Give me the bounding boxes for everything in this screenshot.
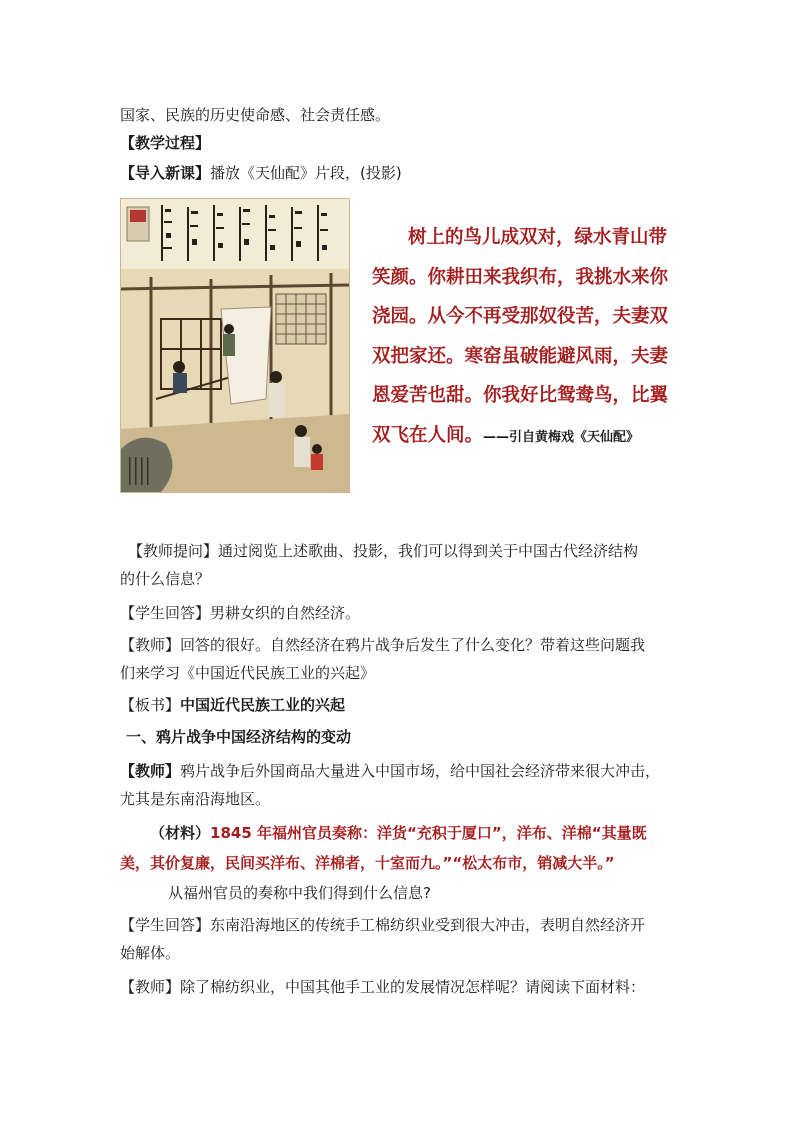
board-writing xyxy=(120,694,345,716)
tapestry-painting xyxy=(120,198,350,493)
tag-material: （材料） xyxy=(150,824,211,842)
student-answer-2 xyxy=(120,914,645,936)
student-answer-1-text: 男耕女织的自然经济。 xyxy=(210,604,361,622)
section-1-heading: 一、鸦片战争中国经济结构的变动 xyxy=(126,728,352,746)
teacher-3-text: 除了棉纺织业，中国其他手工业的发展情况怎样呢？请阅读下面材料： xyxy=(180,978,646,996)
student-answer-1 xyxy=(120,602,360,624)
poem-line-5: 恩爱苦也甜。你我好比鸳鸯鸟，比翼 xyxy=(372,385,669,406)
student-answer-2-text: 东南沿海地区的传统手工棉纺织业受到很大冲击，表明自然经济开 xyxy=(210,916,646,934)
material-text: 1845 年福州官员奏称：洋货“充积于厦口”，洋布、洋棉“其量既 xyxy=(210,824,647,842)
teacher-question-text: 通过阅览上述歌曲、投影，我们可以得到关于中国古代经济结构 xyxy=(218,542,639,560)
material-cont: 美，其价复廉，民间买洋布、洋棉者，十室而九。”“松太布市，销减大半。” xyxy=(120,854,615,872)
board-text: 中国近代民族工业的兴起 xyxy=(180,696,346,714)
tag-teacher-1: 【教师】 xyxy=(120,636,181,654)
tag-teacher-3: 【教师】 xyxy=(120,978,181,996)
teacher-2 xyxy=(120,760,660,782)
poem-line-4: 双把家还。寒窑虽破能避风雨，夫妻 xyxy=(372,345,669,367)
teacher-question-cont: 的什么信息？ xyxy=(120,570,211,588)
poem-line-3: 浇园。从今不再受那奴役苦，夫妻双 xyxy=(372,306,669,327)
poem-line-2: 笑颜。你耕田来我织布，我挑水来你 xyxy=(372,266,669,288)
line-intro xyxy=(120,162,402,184)
poem-block xyxy=(372,218,672,457)
line-1: 国家、民族的历史使命感、社会责任感。 xyxy=(120,106,391,124)
intro-text: 播放《天仙配》片段，(投影) xyxy=(210,164,402,182)
poem-line-6 xyxy=(372,416,672,458)
tag-student-answer-1: 【学生回答】 xyxy=(120,604,211,622)
poem-line-6-text: 双飞在人间。 xyxy=(372,424,484,446)
material-line xyxy=(150,822,647,844)
teacher-question xyxy=(128,540,638,562)
teacher-1-cont: 们来学习《中国近代民族工业的兴起》 xyxy=(120,664,376,682)
tag-teacher-2: 【教师】 xyxy=(120,762,181,780)
heading-teaching-process: 【教学过程】 xyxy=(120,134,211,152)
teacher-1-text: 回答的很好。自然经济在鸦片战争后发生了什么变化？带着这些问题我 xyxy=(180,636,646,654)
teacher-2-cont: 尤其是东南沿海地区。 xyxy=(120,790,271,808)
teacher-1 xyxy=(120,634,645,656)
poem-source: ——引自黄梅戏《天仙配》 xyxy=(483,429,640,445)
tag-board: 【板书】 xyxy=(120,696,181,714)
painting-image xyxy=(121,199,349,492)
student-answer-2-cont: 始解体。 xyxy=(120,944,181,962)
tag-intro: 【导入新课】 xyxy=(120,164,211,182)
teacher-3 xyxy=(120,976,645,998)
tag-teacher-question: 【教师提问】 xyxy=(128,542,219,560)
poem-line-1: 树上的鸟儿成双对，绿水青山带 xyxy=(408,227,668,248)
question-2: 从福州官员的奏称中我们得到什么信息? xyxy=(168,884,431,902)
teacher-2-text: 鸦片战争后外国商品大量进入中国市场，给中国社会经济带来很大冲击， xyxy=(180,762,661,780)
tag-student-answer-2: 【学生回答】 xyxy=(120,916,211,934)
